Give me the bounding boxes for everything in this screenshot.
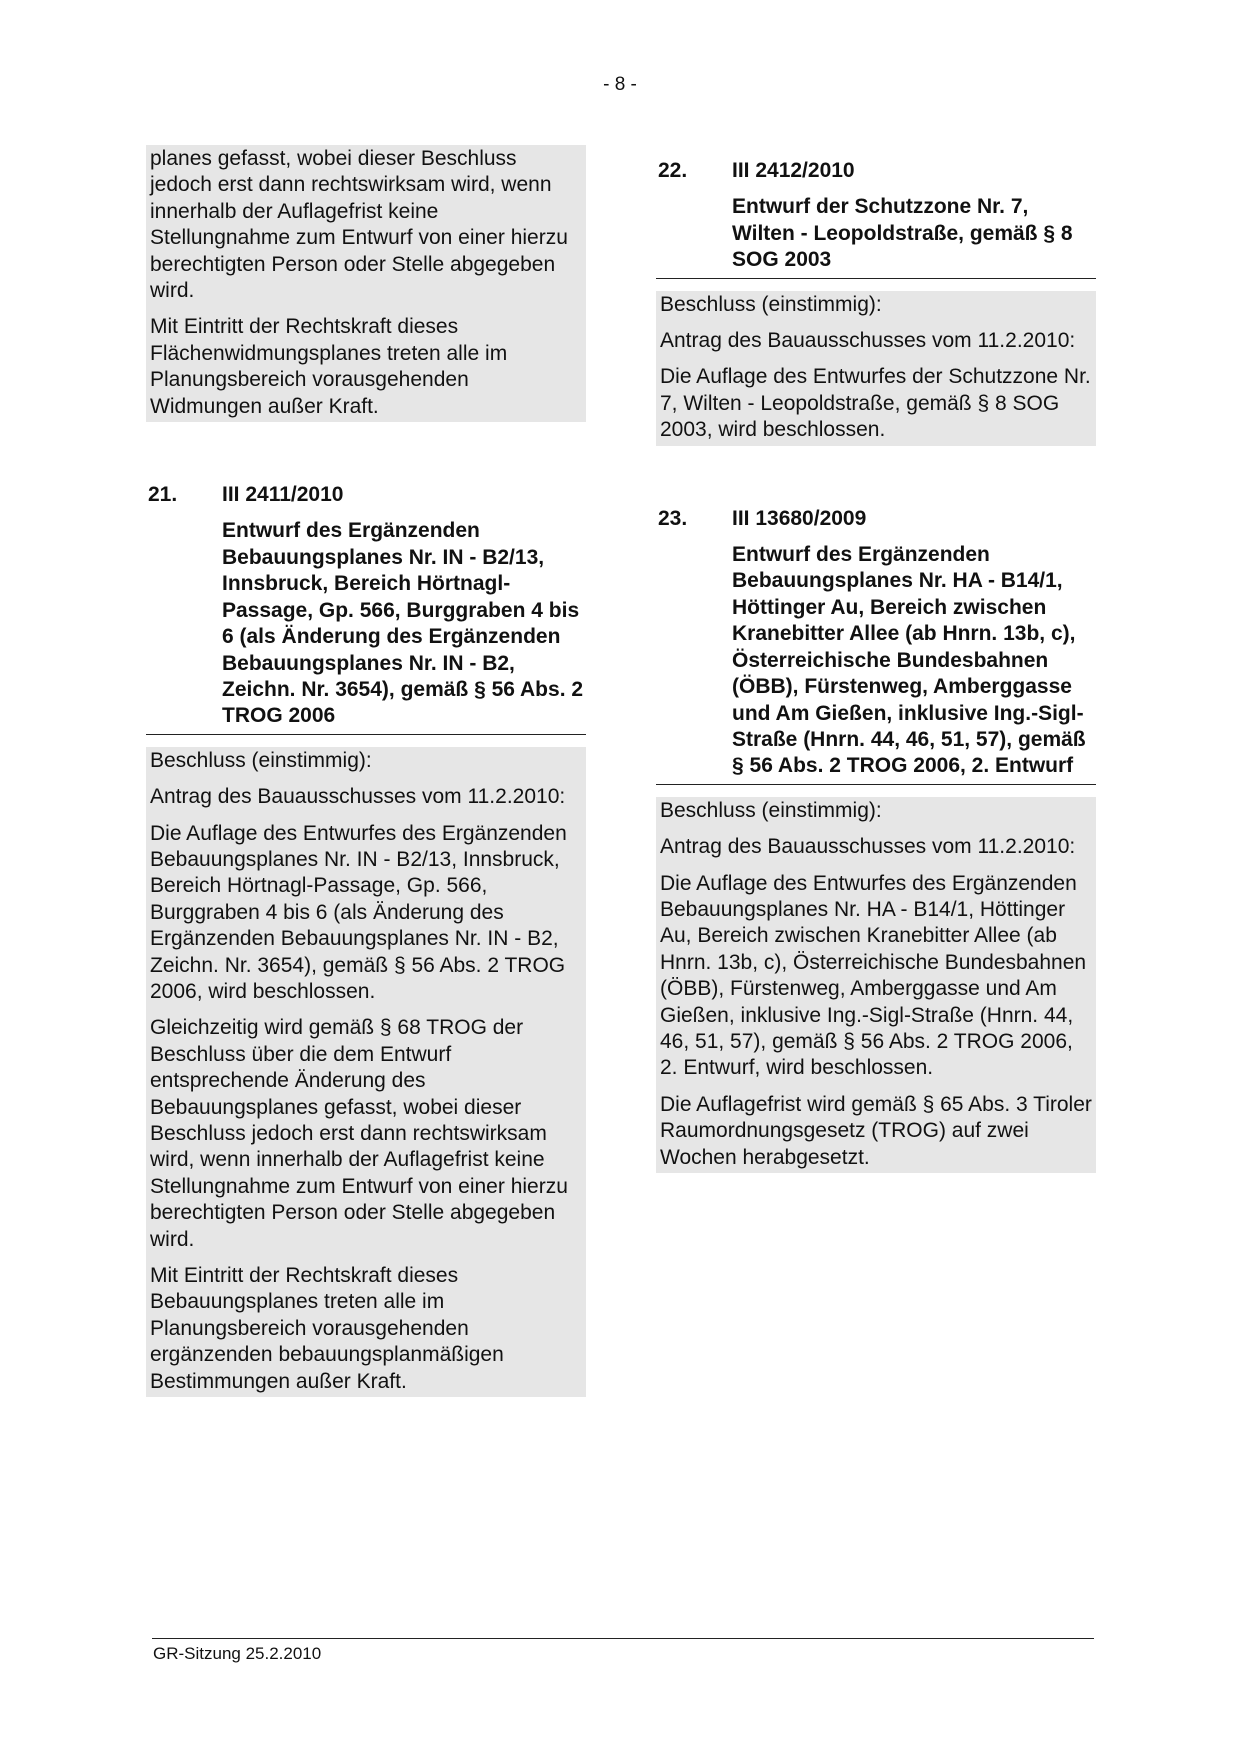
- decision-label: Beschluss (einstimmig):: [660, 798, 882, 822]
- continuation-paragraph: Mit Eintritt der Rechtskraft dieses Flächenwidmungsplanes treten alle im Planungsbereich vorausgehenden Widmungen außer Kraft.: [150, 315, 508, 418]
- decision-paragraph: Die Auflage des Entwurfes der Schutzzone Nr. 7, Wilten - Leopoldstraße, gemäß § 8 SOG 2003, wird beschlossen.: [660, 365, 1091, 442]
- right-column: [656, 145, 1096, 1173]
- item-title: Entwurf des Ergänzenden Bebauungsplanes Nr. IN - B2/13, Innsbruck, Bereich Hörtnagl-Passage, Gp. 566, Burggraben 4 bis 6 (als Änderung des Ergänzenden Bebauungsplanes Nr. IN - B2, Zeichn. Nr. 3654), gemäß § 56 Abs. 2 TROG 2006: [222, 519, 584, 728]
- divider: [146, 734, 586, 735]
- item-reference: III 13680/2009: [732, 506, 867, 530]
- decision-paragraph: Die Auflage des Entwurfes des Ergänzenden Bebauungsplanes Nr. HA - B14/1, Höttinger Au, Bereich zwischen Kranebitter Allee (ab Hnrn. 13b, c), Österreichische Bundesbahnen (ÖBB), Fürstenweg, Amberggasse und Am Gießen, inklusive Ing.-Sigl-Straße (Hnrn. 44, 46, 51, 57), gemäß § 56 Abs. 2 TROG 2006, 2. Entwurf, wird beschlossen.: [660, 871, 1087, 1080]
- item-heading: [146, 482, 586, 508]
- motion-text: Antrag des Bauausschusses vom 11.2.2010:: [150, 785, 566, 809]
- decision-block: [146, 747, 586, 1397]
- item-reference: III 2411/2010: [222, 483, 344, 507]
- motion-text: Antrag des Bauausschusses vom 11.2.2010:: [660, 835, 1076, 859]
- decision-block: [656, 291, 1096, 446]
- divider: [656, 784, 1096, 785]
- item-number: 22.: [658, 159, 688, 182]
- decision-block: [656, 797, 1096, 1173]
- item-title: Entwurf der Schutzzone Nr. 7, Wilten - Leopoldstraße, gemäß § 8 SOG 2003: [732, 195, 1073, 272]
- item-reference: III 2412/2010: [732, 159, 855, 182]
- item-heading: [656, 506, 1096, 532]
- continuation-paragraph: planes gefasst, wobei dieser Beschluss jedoch erst dann rechtswirksam wird, wenn innerhalb der Auflagefrist keine Stellungnahme zum Entwurf von einer hierzu berechtigten Person oder Stelle abgegeben wird.: [150, 147, 568, 303]
- agenda-item-23: [656, 506, 1096, 1173]
- agenda-item-21: [146, 482, 586, 1397]
- decision-label: Beschluss (einstimmig):: [150, 748, 372, 772]
- motion-text: Antrag des Bauausschusses vom 11.2.2010:: [660, 329, 1076, 353]
- item-number: 23.: [658, 506, 688, 530]
- item-title: Entwurf des Ergänzenden Bebauungsplanes Nr. HA - B14/1, Höttinger Au, Bereich zwischen Kranebitter Allee (ab Hnrn. 13b, c), Österreichische Bundesbahnen (ÖBB), Fürstenweg, Amberggasse und Am Gießen, inklusive Ing.-Sigl-Straße (Hnrn. 44, 46, 51, 57), gemäß § 56 Abs. 2 TROG 2006, 2. Entwurf: [732, 543, 1086, 778]
- divider: [656, 278, 1096, 279]
- footer-text: GR-Sitzung 25.2.2010: [153, 1644, 322, 1663]
- footer-divider: [152, 1638, 1094, 1639]
- page-number: - 8 -: [603, 74, 637, 95]
- decision-paragraph: Die Auflagefrist wird gemäß § 65 Abs. 3 Tiroler Raumordnungsgesetz (TROG) auf zwei Wochen herabgesetzt.: [660, 1092, 1092, 1169]
- decision-paragraph: Die Auflage des Entwurfes des Ergänzenden Bebauungsplanes Nr. IN - B2/13, Innsbruck, Bereich Hörtnagl-Passage, Gp. 566, Burggraben 4 bis 6 (als Änderung des Ergänzenden Bebauungsplanes Nr. IN - B2, Zeichn. Nr. 3654), gemäß § 56 Abs. 2 TROG 2006, wird beschlossen.: [150, 821, 567, 1003]
- left-column: [146, 145, 586, 1397]
- decision-paragraph: Gleichzeitig wird gemäß § 68 TROG der Beschluss über die dem Entwurf entsprechende Änderung des Bebauungsplanes gefasst, wobei dieser Beschluss jedoch erst dann rechtswirksam wird, wenn innerhalb der Auflagefrist keine Stellungnahme zum Entwurf von einer hierzu berechtigten Person oder Stelle abgegeben wird.: [150, 1016, 568, 1251]
- decision-label: Beschluss (einstimmig):: [660, 292, 882, 316]
- item-number: 21.: [148, 483, 178, 507]
- agenda-item-22: [656, 158, 1096, 446]
- decision-paragraph: Mit Eintritt der Rechtskraft dieses Bebauungsplanes treten alle im Planungsbereich vorausgehenden ergänzenden bebauungsplanmäßigen Bestimmungen außer Kraft.: [150, 1264, 504, 1393]
- continuation-block: [146, 145, 586, 422]
- item-heading: [656, 158, 1096, 184]
